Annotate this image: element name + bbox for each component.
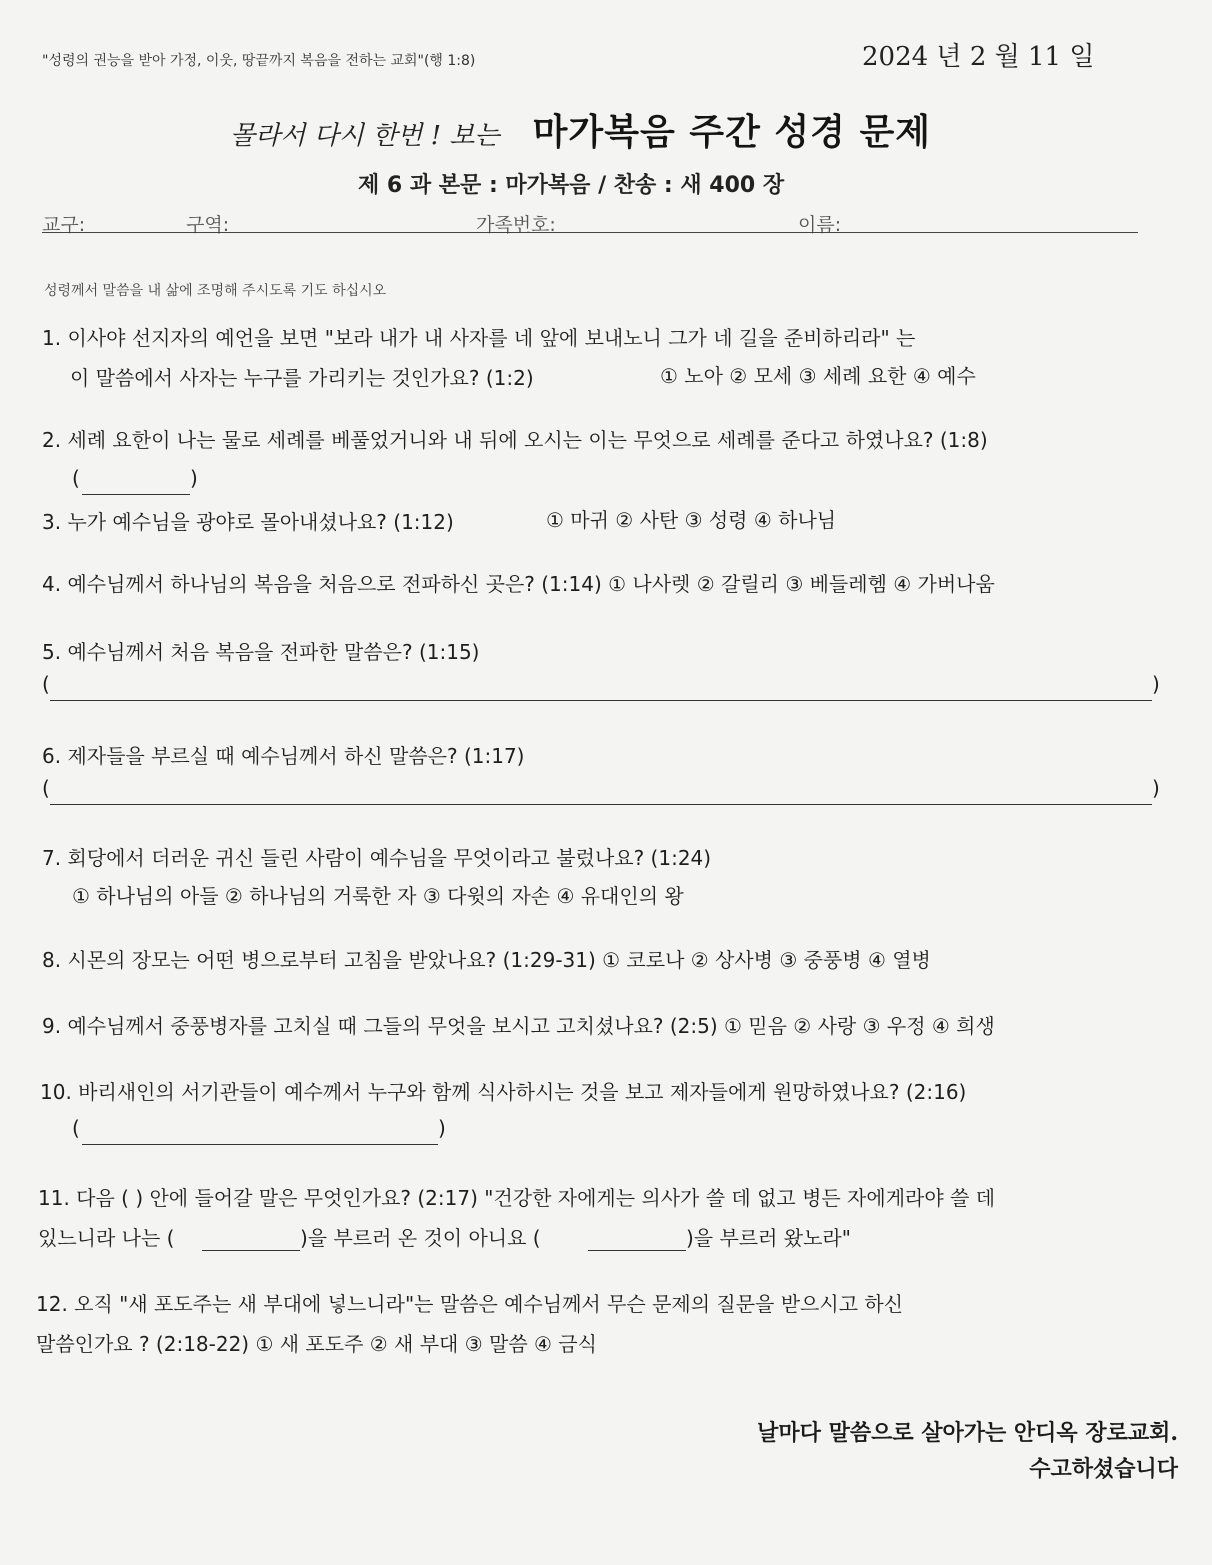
handwritten-prefix: 몰라서 다시 한번 ! 보는 (230, 121, 500, 151)
name-field-label: 이름: (798, 214, 842, 236)
question-11-text-cont-a: 있느니라 나는 ( (38, 1226, 175, 1250)
worksheet-date: 2024 년 2 월 11 일 (862, 42, 1095, 72)
question-10-open-paren: ( (72, 1116, 80, 1140)
question-10-text: 10. 바리새인의 서기관들이 예수께서 누구와 함께 식사하시는 것을 보고 제자들에게 원망하였나요? (2:16) (40, 1080, 967, 1104)
question-2-answer-blank[interactable] (82, 494, 190, 495)
question-1-text: 1. 이사야 선지자의 예언을 보면 "보라 내가 내 사자를 네 앞에 보내노니 그가 네 길을 준비하리라" 는 (42, 326, 916, 350)
question-6-text: 6. 제자들을 부르실 때 예수님께서 하신 말씀은? (1:17) (42, 744, 525, 768)
question-6-open-paren: ( (42, 776, 50, 800)
closing-church-line: 날마다 말씀으로 살아가는 안디옥 장로교회. (757, 1420, 1178, 1446)
question-8-text: 8. 시몬의 장모는 어떤 병으로부터 고침을 받았나요? (1:29-31) ① 코로나 ② 상사병 ③ 중풍병 ④ 열병 (42, 948, 931, 972)
diocese-field-label: 교구: (42, 214, 86, 236)
page-title: 마가복음 주간 성경 문제 (532, 112, 932, 153)
question-2-open-paren: ( (72, 466, 80, 490)
question-11-text-cont-c: )을 부르러 왔노라" (686, 1226, 851, 1250)
question-4-text: 4. 예수님께서 하나님의 복음을 처음으로 전파하신 곳은? (1:14) ① 나사렛 ② 갈릴리 ③ 베들레헴 ④ 가버나움 (42, 572, 995, 596)
church-motto: "성령의 권능을 받아 가정, 이웃, 땅끝까지 복음을 전하는 교회"(행 1:8) (42, 53, 476, 69)
question-11-blank-2[interactable] (588, 1250, 686, 1251)
prayer-instruction: 성령께서 말씀을 내 삶에 조명해 주시도록 기도 하십시오 (44, 283, 387, 299)
question-1-options: ① 노아 ② 모세 ③ 세례 요한 ④ 예수 (660, 364, 976, 388)
question-3-text: 3. 누가 예수님을 광야로 몰아내셨나요? (1:12) (42, 510, 454, 534)
question-7-options: ① 하나님의 아들 ② 하나님의 거룩한 자 ③ 다윗의 자손 ④ 유대인의 왕 (72, 884, 684, 908)
district-field-label: 구역: (186, 214, 230, 236)
question-5-answer-blank[interactable] (50, 700, 1152, 701)
question-10-close-paren: ) (438, 1116, 446, 1140)
question-11-text-cont-b: )을 부르러 온 것이 아니요 ( (300, 1226, 541, 1250)
closing-thanks: 수고하셨습니다 (1029, 1456, 1178, 1482)
question-2-text: 2. 세례 요한이 나는 물로 세례를 베풀었거니와 내 뒤에 오시는 이는 무엇으로 세례를 준다고 하였나요? (1:8) (42, 428, 988, 452)
question-6-close-paren: ) (1152, 776, 1160, 800)
question-1-text-cont: 이 말씀에서 사자는 누구를 가리키는 것인가요? (1:2) (70, 366, 534, 390)
question-12-text-cont: 말씀인가요 ? (2:18-22) ① 새 포도주 ② 새 부대 ③ 말씀 ④ 금식 (36, 1332, 597, 1356)
question-3-options: ① 마귀 ② 사탄 ③ 성령 ④ 하나님 (546, 508, 837, 532)
question-10-answer-blank[interactable] (82, 1144, 438, 1145)
question-9-text: 9. 예수님께서 중풍병자를 고치실 때 그들의 무엇을 보시고 고치셨나요? (2:5) ① 믿음 ② 사랑 ③ 우정 ④ 희생 (42, 1014, 995, 1038)
question-11-blank-1[interactable] (202, 1250, 300, 1251)
lesson-subtitle: 제 6 과 본문 : 마가복음 / 찬송 : 새 400 장 (358, 173, 785, 198)
question-2-close-paren: ) (190, 466, 198, 490)
title-row (230, 104, 931, 155)
family-number-field-label: 가족번호: (476, 214, 556, 236)
question-6-answer-blank[interactable] (50, 804, 1152, 805)
question-5-open-paren: ( (42, 672, 50, 696)
form-underline (42, 232, 1138, 233)
question-12-text: 12. 오직 "새 포도주는 새 부대에 넣느니라"는 말씀은 예수님께서 무슨 문제의 질문을 받으시고 하신 (36, 1292, 904, 1316)
question-7-text: 7. 회당에서 더러운 귀신 들린 사람이 예수님을 무엇이라고 불렀나요? (1:24) (42, 846, 712, 870)
question-5-close-paren: ) (1152, 672, 1160, 696)
question-5-text: 5. 예수님께서 처음 복음을 전파한 말씀은? (1:15) (42, 640, 480, 664)
question-11-text: 11. 다음 ( ) 안에 들어갈 말은 무엇인가요? (2:17) "건강한 자에게는 의사가 쓸 데 없고 병든 자에게라야 쓸 데 (38, 1186, 996, 1210)
